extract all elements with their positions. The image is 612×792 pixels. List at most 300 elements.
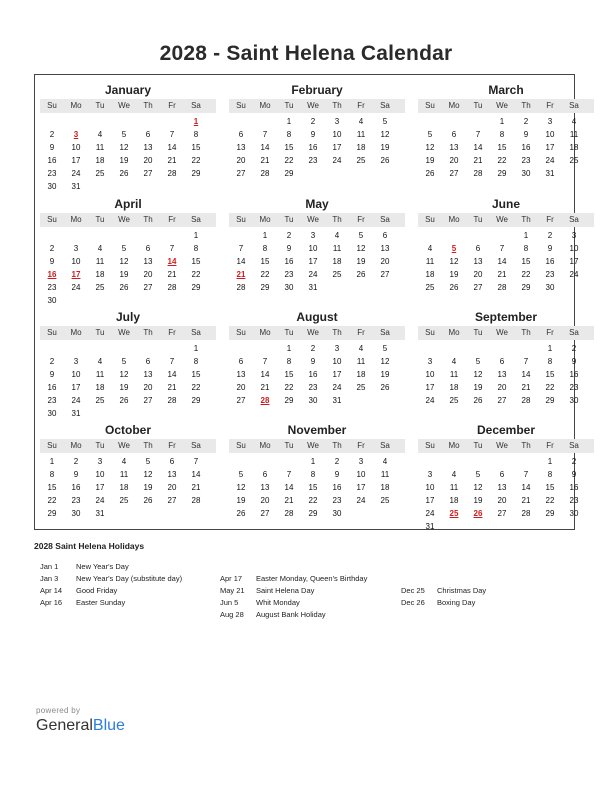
day-cell: 19 (119, 270, 129, 279)
week-row (40, 242, 216, 255)
weekday-label: Fr (546, 215, 554, 224)
day-cell (253, 455, 277, 468)
day-cell: 26 (236, 509, 246, 518)
day-cell: 20 (143, 270, 153, 279)
day-cell (229, 115, 253, 128)
day-cell: 20 (143, 156, 153, 165)
holiday-date: Apr 17 (220, 574, 243, 583)
day-cell: 19 (380, 143, 390, 152)
day-cell: 1 (547, 344, 553, 353)
month-name: November (287, 423, 347, 437)
weeks (418, 115, 594, 180)
weekday-header (229, 439, 405, 453)
day-cell: 26 (425, 169, 435, 178)
holiday-date: Dec 26 (401, 598, 425, 607)
day-cell: 19 (356, 257, 366, 266)
day-cell (562, 520, 586, 533)
weeks (229, 455, 405, 520)
day-cell: 28 (497, 283, 507, 292)
day-cell: 21 (167, 383, 177, 392)
holiday-day-cell: 17 (71, 270, 81, 279)
day-cell: 8 (286, 130, 292, 139)
holiday-name: Boxing Day (437, 598, 476, 607)
day-cell: 16 (308, 370, 318, 379)
day-cell: 9 (49, 370, 55, 379)
day-cell: 21 (260, 156, 270, 165)
day-cell (514, 455, 538, 468)
holiday-item (40, 597, 216, 609)
day-cell: 29 (191, 169, 201, 178)
day-cell (442, 520, 466, 533)
day-cell (184, 294, 208, 307)
day-cell: 6 (169, 457, 175, 466)
day-cell: 24 (95, 496, 105, 505)
day-cell: 3 (97, 457, 103, 466)
week-row (418, 255, 594, 268)
day-cell: 21 (260, 383, 270, 392)
day-cell: 31 (425, 522, 435, 531)
day-cell: 27 (449, 169, 459, 178)
powered-by-text: powered by (36, 706, 81, 715)
month-august (229, 308, 405, 407)
day-cell: 22 (284, 383, 294, 392)
day-cell: 21 (167, 156, 177, 165)
holiday-column (220, 573, 396, 621)
day-cell (466, 229, 490, 242)
day-cell: 7 (238, 244, 244, 253)
day-cell: 2 (286, 231, 292, 240)
day-cell: 16 (545, 257, 555, 266)
day-cell: 3 (427, 357, 433, 366)
weekday-label: Th (521, 441, 531, 450)
day-cell: 23 (308, 156, 318, 165)
day-cell: 4 (358, 344, 364, 353)
day-cell: 13 (143, 143, 153, 152)
day-cell: 12 (143, 470, 153, 479)
day-cell (40, 342, 64, 355)
day-cell (160, 294, 184, 307)
day-cell: 21 (284, 496, 294, 505)
day-cell: 14 (284, 483, 294, 492)
day-cell: 3 (358, 457, 364, 466)
weekday-label: Su (47, 441, 57, 450)
weekday-label: Mo (448, 441, 460, 450)
day-cell: 10 (332, 130, 342, 139)
holiday-date: Jan 1 (40, 562, 59, 571)
weekday-header (229, 99, 405, 113)
day-cell: 16 (308, 143, 318, 152)
week-row (40, 342, 216, 355)
day-cell: 13 (236, 370, 246, 379)
day-cell: 30 (308, 396, 318, 405)
day-cell: 18 (119, 483, 129, 492)
day-cell: 6 (451, 130, 457, 139)
week-row (229, 268, 405, 281)
day-cell: 2 (547, 231, 553, 240)
week-row (418, 520, 594, 533)
weekday-label: Tu (95, 328, 105, 337)
day-cell: 30 (569, 509, 579, 518)
week-row (40, 407, 216, 420)
weekday-header (40, 326, 216, 340)
day-cell (112, 507, 136, 520)
day-cell: 14 (260, 143, 270, 152)
day-cell: 23 (569, 496, 579, 505)
week-row (40, 294, 216, 307)
day-cell: 3 (547, 117, 553, 126)
day-cell: 10 (569, 244, 579, 253)
day-cell: 28 (167, 396, 177, 405)
day-cell: 15 (545, 370, 555, 379)
weekday-label: Fr (546, 441, 554, 450)
week-row (40, 281, 216, 294)
day-cell (136, 507, 160, 520)
day-cell: 8 (523, 244, 529, 253)
month-november (229, 421, 405, 520)
weekday-header (40, 99, 216, 113)
day-cell: 4 (97, 357, 103, 366)
day-cell: 5 (475, 470, 481, 479)
day-cell (466, 520, 490, 533)
day-cell: 4 (451, 470, 457, 479)
day-cell (442, 115, 466, 128)
weekday-label: Su (425, 215, 435, 224)
day-cell: 24 (569, 270, 579, 279)
day-cell: 2 (334, 457, 340, 466)
day-cell (112, 294, 136, 307)
day-cell: 28 (191, 496, 201, 505)
weekday-label: Mo (70, 441, 82, 450)
day-cell: 22 (191, 383, 201, 392)
day-cell (160, 180, 184, 193)
day-cell (514, 342, 538, 355)
day-cell: 30 (332, 509, 342, 518)
weekday-label: Su (425, 101, 435, 110)
day-cell: 10 (332, 357, 342, 366)
weekday-label: Mo (259, 215, 271, 224)
day-cell: 27 (143, 396, 153, 405)
week-row (40, 128, 216, 141)
weekday-label: Sa (191, 215, 201, 224)
day-cell: 4 (571, 117, 577, 126)
day-cell: 17 (545, 143, 555, 152)
week-row (418, 481, 594, 494)
day-cell: 27 (167, 496, 177, 505)
day-cell: 12 (473, 483, 483, 492)
day-cell: 10 (425, 370, 435, 379)
day-cell: 25 (425, 283, 435, 292)
day-cell: 11 (119, 470, 129, 479)
day-cell: 3 (310, 231, 316, 240)
weekday-label: Mo (70, 101, 82, 110)
weekday-label: Fr (357, 101, 365, 110)
week-row (418, 281, 594, 294)
weekday-label: We (496, 101, 508, 110)
weekday-label: Mo (448, 328, 460, 337)
holiday-item (220, 597, 396, 609)
weekday-header (229, 326, 405, 340)
weekday-label: Sa (569, 101, 579, 110)
day-cell (136, 229, 160, 242)
day-cell: 25 (119, 496, 129, 505)
day-cell: 28 (167, 283, 177, 292)
day-cell: 26 (380, 383, 390, 392)
day-cell: 28 (473, 169, 483, 178)
weekday-header (40, 439, 216, 453)
day-cell: 15 (284, 370, 294, 379)
weekday-label: Mo (259, 101, 271, 110)
week-row (229, 355, 405, 368)
weekday-label: Su (47, 328, 57, 337)
day-cell (253, 342, 277, 355)
month-name: March (488, 83, 524, 97)
day-cell: 7 (169, 130, 175, 139)
weekday-label: We (118, 215, 130, 224)
month-name: October (104, 423, 151, 437)
holiday-day-cell: 21 (236, 270, 246, 279)
day-cell (442, 342, 466, 355)
weeks (229, 229, 405, 294)
day-cell: 22 (260, 270, 270, 279)
day-cell: 18 (449, 383, 459, 392)
day-cell: 18 (95, 156, 105, 165)
day-cell: 28 (167, 169, 177, 178)
holiday-name: Good Friday (76, 586, 118, 595)
day-cell (112, 115, 136, 128)
weekday-label: Mo (70, 215, 82, 224)
weekday-label: Su (47, 101, 57, 110)
day-cell (490, 342, 514, 355)
day-cell: 30 (47, 409, 57, 418)
week-row (229, 394, 405, 407)
day-cell: 19 (449, 270, 459, 279)
holiday-date: Apr 14 (40, 586, 63, 595)
weekday-label: Fr (546, 101, 554, 110)
day-cell: 19 (236, 496, 246, 505)
day-cell: 8 (49, 470, 55, 479)
day-cell (160, 342, 184, 355)
week-row (40, 381, 216, 394)
day-cell: 18 (95, 383, 105, 392)
day-cell: 5 (382, 344, 388, 353)
day-cell: 7 (169, 357, 175, 366)
day-cell: 23 (545, 270, 555, 279)
weekday-label: Sa (191, 328, 201, 337)
day-cell: 6 (475, 244, 481, 253)
day-cell: 2 (523, 117, 529, 126)
day-cell: 24 (71, 283, 81, 292)
day-cell: 6 (499, 357, 505, 366)
day-cell: 9 (523, 130, 529, 139)
day-cell (277, 455, 301, 468)
day-cell: 11 (380, 470, 390, 479)
week-row (40, 494, 216, 507)
day-cell: 29 (521, 283, 531, 292)
day-cell (466, 455, 490, 468)
weekday-label: Sa (191, 441, 201, 450)
weekday-label: Sa (569, 328, 579, 337)
day-cell: 3 (73, 244, 79, 253)
day-cell (442, 455, 466, 468)
day-cell: 26 (380, 156, 390, 165)
day-cell: 2 (571, 344, 577, 353)
day-cell: 7 (193, 457, 199, 466)
day-cell: 12 (449, 257, 459, 266)
day-cell: 25 (356, 383, 366, 392)
day-cell: 4 (334, 231, 340, 240)
day-cell: 10 (71, 370, 81, 379)
weekday-label: Th (332, 441, 342, 450)
weekday-label: Sa (380, 328, 390, 337)
week-row (40, 468, 216, 481)
day-cell: 13 (449, 143, 459, 152)
day-cell: 18 (95, 270, 105, 279)
holiday-name: New Year's Day (substitute day) (76, 574, 183, 583)
day-cell (301, 167, 325, 180)
day-cell: 6 (145, 244, 151, 253)
day-cell (64, 294, 88, 307)
day-cell: 7 (475, 130, 481, 139)
day-cell: 10 (95, 470, 105, 479)
weekday-label: Su (47, 215, 57, 224)
holiday-date: May 21 (220, 586, 245, 595)
weekday-label: Fr (357, 441, 365, 450)
day-cell: 11 (95, 143, 105, 152)
weekday-label: Tu (473, 328, 483, 337)
day-cell: 24 (425, 509, 435, 518)
day-cell: 3 (334, 344, 340, 353)
day-cell: 15 (47, 483, 57, 492)
day-cell: 15 (191, 257, 201, 266)
day-cell (112, 180, 136, 193)
day-cell (325, 281, 349, 294)
day-cell: 8 (286, 357, 292, 366)
holiday-item (40, 585, 216, 597)
day-cell: 9 (49, 143, 55, 152)
day-cell: 12 (119, 257, 129, 266)
weekday-label: Th (332, 328, 342, 337)
weekday-label: We (118, 101, 130, 110)
week-row (418, 115, 594, 128)
weekday-label: Fr (168, 441, 176, 450)
weeks (229, 115, 405, 180)
day-cell: 4 (97, 244, 103, 253)
week-row (418, 368, 594, 381)
month-january (40, 81, 216, 193)
day-cell: 30 (71, 509, 81, 518)
weekday-label: Th (143, 215, 153, 224)
day-cell: 9 (73, 470, 79, 479)
day-cell: 26 (449, 283, 459, 292)
week-row (418, 242, 594, 255)
weekday-header (418, 213, 594, 227)
day-cell: 25 (95, 283, 105, 292)
day-cell (373, 394, 397, 407)
day-cell: 11 (425, 257, 435, 266)
day-cell (229, 342, 253, 355)
day-cell: 19 (143, 483, 153, 492)
day-cell: 13 (167, 470, 177, 479)
day-cell: 27 (260, 509, 270, 518)
holiday-name: New Year's Day (76, 562, 129, 571)
day-cell (136, 180, 160, 193)
day-cell: 1 (499, 117, 505, 126)
day-cell: 10 (71, 143, 81, 152)
day-cell: 7 (262, 130, 268, 139)
day-cell: 5 (382, 117, 388, 126)
day-cell: 24 (308, 270, 318, 279)
month-march (418, 81, 594, 180)
day-cell (40, 115, 64, 128)
weekday-label: Th (332, 101, 342, 110)
day-cell: 11 (449, 370, 459, 379)
day-cell: 7 (523, 357, 529, 366)
day-cell: 20 (497, 496, 507, 505)
day-cell: 27 (236, 396, 246, 405)
day-cell (466, 342, 490, 355)
weeks (229, 342, 405, 407)
weekday-label: Tu (473, 441, 483, 450)
day-cell: 28 (284, 509, 294, 518)
day-cell: 18 (380, 483, 390, 492)
holiday-day-cell: 3 (73, 130, 79, 139)
day-cell: 15 (545, 483, 555, 492)
day-cell: 29 (260, 283, 270, 292)
generalblue-logo[interactable] (36, 717, 125, 735)
day-cell: 26 (473, 396, 483, 405)
day-cell (325, 167, 349, 180)
day-cell (88, 407, 112, 420)
day-cell: 21 (167, 270, 177, 279)
week-row (229, 494, 405, 507)
day-cell: 30 (569, 396, 579, 405)
weekday-label: Tu (284, 101, 294, 110)
month-name: June (491, 197, 520, 211)
week-row (229, 507, 405, 520)
day-cell: 16 (71, 483, 81, 492)
day-cell: 8 (193, 244, 199, 253)
day-cell: 27 (473, 283, 483, 292)
day-cell: 17 (332, 370, 342, 379)
holiday-item (220, 585, 396, 597)
day-cell: 25 (356, 156, 366, 165)
day-cell: 5 (427, 130, 433, 139)
day-cell (184, 407, 208, 420)
day-cell: 7 (262, 357, 268, 366)
day-cell: 17 (569, 257, 579, 266)
holiday-day-cell: 25 (449, 509, 459, 518)
holiday-name: Whit Monday (256, 598, 300, 607)
week-row (40, 481, 216, 494)
week-row (418, 141, 594, 154)
day-cell: 7 (286, 470, 292, 479)
day-cell: 1 (262, 231, 268, 240)
day-cell: 12 (473, 370, 483, 379)
month-december (418, 421, 594, 533)
day-cell: 24 (71, 396, 81, 405)
month-name: January (104, 83, 152, 97)
day-cell: 25 (95, 169, 105, 178)
day-cell: 10 (425, 483, 435, 492)
weekday-label: Su (236, 101, 246, 110)
day-cell: 11 (356, 130, 366, 139)
day-cell: 23 (332, 496, 342, 505)
day-cell: 8 (547, 357, 553, 366)
day-cell: 22 (545, 383, 555, 392)
day-cell: 19 (380, 370, 390, 379)
day-cell: 9 (571, 470, 577, 479)
day-cell: 17 (425, 383, 435, 392)
